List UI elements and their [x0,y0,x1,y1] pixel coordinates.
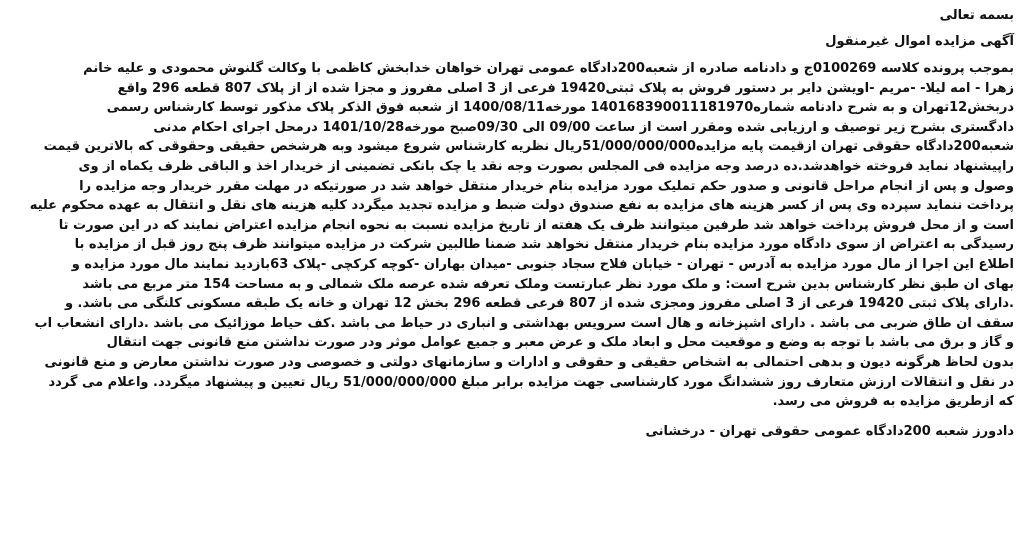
body-line: .دارای پلاک ثبتی 19420 فرعی از 3 اصلی مفروز ومجزی شده از 807 فرعی قطعه 296 بخش 12 تهران و خانه یک طبقه مسکونی کلنگی می باشد. و [64,296,1014,312]
body-line: وصول و پس از انجام مراحل قانونی و صدور حکم تملیک مورد مزایده بنام خریدار منتقل خواهد شد در صورتیکه در مهلت مقرر خریدار وجه مزایده را [79,178,1014,194]
body-line: پرداخت ننماید سپرده وی پس از کسر هزینه های مزایده به نفع صندوق دولت ضبط و مزایده تجدید میگردد کلیه هزینه های نقل و انتقال به عهده محکوم علیه [29,198,1014,214]
body-line: بموجب پرونده کلاسه 0100269ج و دادنامه صادره از شعبه200دادگاه عمومی تهران خواهان خدابخش کاظمی با وکالت گلنوش محمودی و علیه خانم [83,61,1014,76]
body-line: بهای ان طبق نظر کارشناس بدین شرح است: و ملک مورد نظر عبارتست وملک تعرفه شده عرصه ملک شمالی و به مساحت 154 متر مربع می باشد [82,276,1014,292]
notice-body [14,59,1014,412]
body-line: در نقل و انتقالات ارزش متعارف روز ششدانگ مورد کارشناسی جهت مزایده برابر مبلغ 51/000/000/000 ریال تعیین و پیشنهاد میگردد. واعلام می گردد [48,374,1014,390]
body-line: و گاز و برق می باشد با توجه به وضع و موقعیت محل و ابعاد ملک و عرض معبر و جمیع عوامل موثر ودر صورت نداشتن منع قانونی جهت انتقال [106,335,1014,351]
body-line: راپیشنهاد نماید فروخته خواهدشد.ده درصد وجه مزایده فی المجلس بصورت وجه نقد یا چک بانکی تضمینی از خریدار اخذ و الباقی ظرف یکماه از وی [78,158,1014,174]
document-heading: بسمه تعالی [939,8,1014,23]
document-title: آگهی مزایده اموال غیرمنقول [825,34,1014,49]
body-line: دربخش12تهران و به شرح دادنامه شماره140168390011181970 مورخه1400/08/11 از شعبه فوق الذکر پلاک مذکور توسط کارشناس رسمی [106,100,1014,116]
body-line: رسیدگی به اعتراض از سوی دادگاه مورد مزایده بنام خریدار منتقل نخواهد شد ضمنا طالبین شرکت در مزایده میتوانند ظرف پنج روز قبل از مزایده با [74,237,1014,253]
body-line: که ازطریق مزایده به فروش می رسد. [772,394,1014,410]
body-line: اطلاع این اجرا از مال مورد مزایده به آدرس - تهران - خیابان فلاح سجاد جنوبی -میدان بهاران -کوچه کرکچی -پلاک 63بازدید نمایند مال مورد مزایده و [71,256,1014,272]
body-line: سقف ان طاق ضربی می باشد . دارای اشپزخانه و هال است سرویس بهداشتی و انباری در حیاط می باشد .کف حیاط موزائیک می باشد .دارای انشعاب اب [34,315,1014,331]
body-line: بدون لحاظ هرگونه دیون و بدهی احتمالی به اشخاص حقیقی و حقوقی و ادارات و سازمانهای دولتی و خصوصی ودر صورت نداشتن معارض و منع قانونی [44,354,1014,370]
signature-line: دادورز شعبه 200دادگاه عمومی حقوقی تهران - درخشانی [645,423,1014,439]
body-line: زهرا - امه لیلا- -مریم -اویشن دایر بر دستور فروش به پلاک ثبتی19420 فرعی از 3 اصلی مفروز و مجزا شده از از پلاک 807 قطعه 296 واقع [117,80,1014,96]
body-line: شعبه200دادگاه حقوقی تهران ازقیمت پایه مزایده51/000/000/000ریال نظریه کارشناس شروع میشود وبه هرشخص حقیقی وحقوقی که بالاترین قیمت [43,139,1014,155]
body-line: دادگستری بشرح زیر توصیف و ارزیابی شده ومقرر است از ساعت 09/00 الی 09/30صبح مورخه1401/10/28 درمحل اجرای احکام مدنی [153,119,1014,135]
body-line: است و از محل فروش پرداخت خواهد شد طرفین میتوانند ظرف یک هفته از تاریخ مزایده نسبت به نحوه انجام مزایده اعتراض نمایند که در این صورت تا [58,217,1014,233]
